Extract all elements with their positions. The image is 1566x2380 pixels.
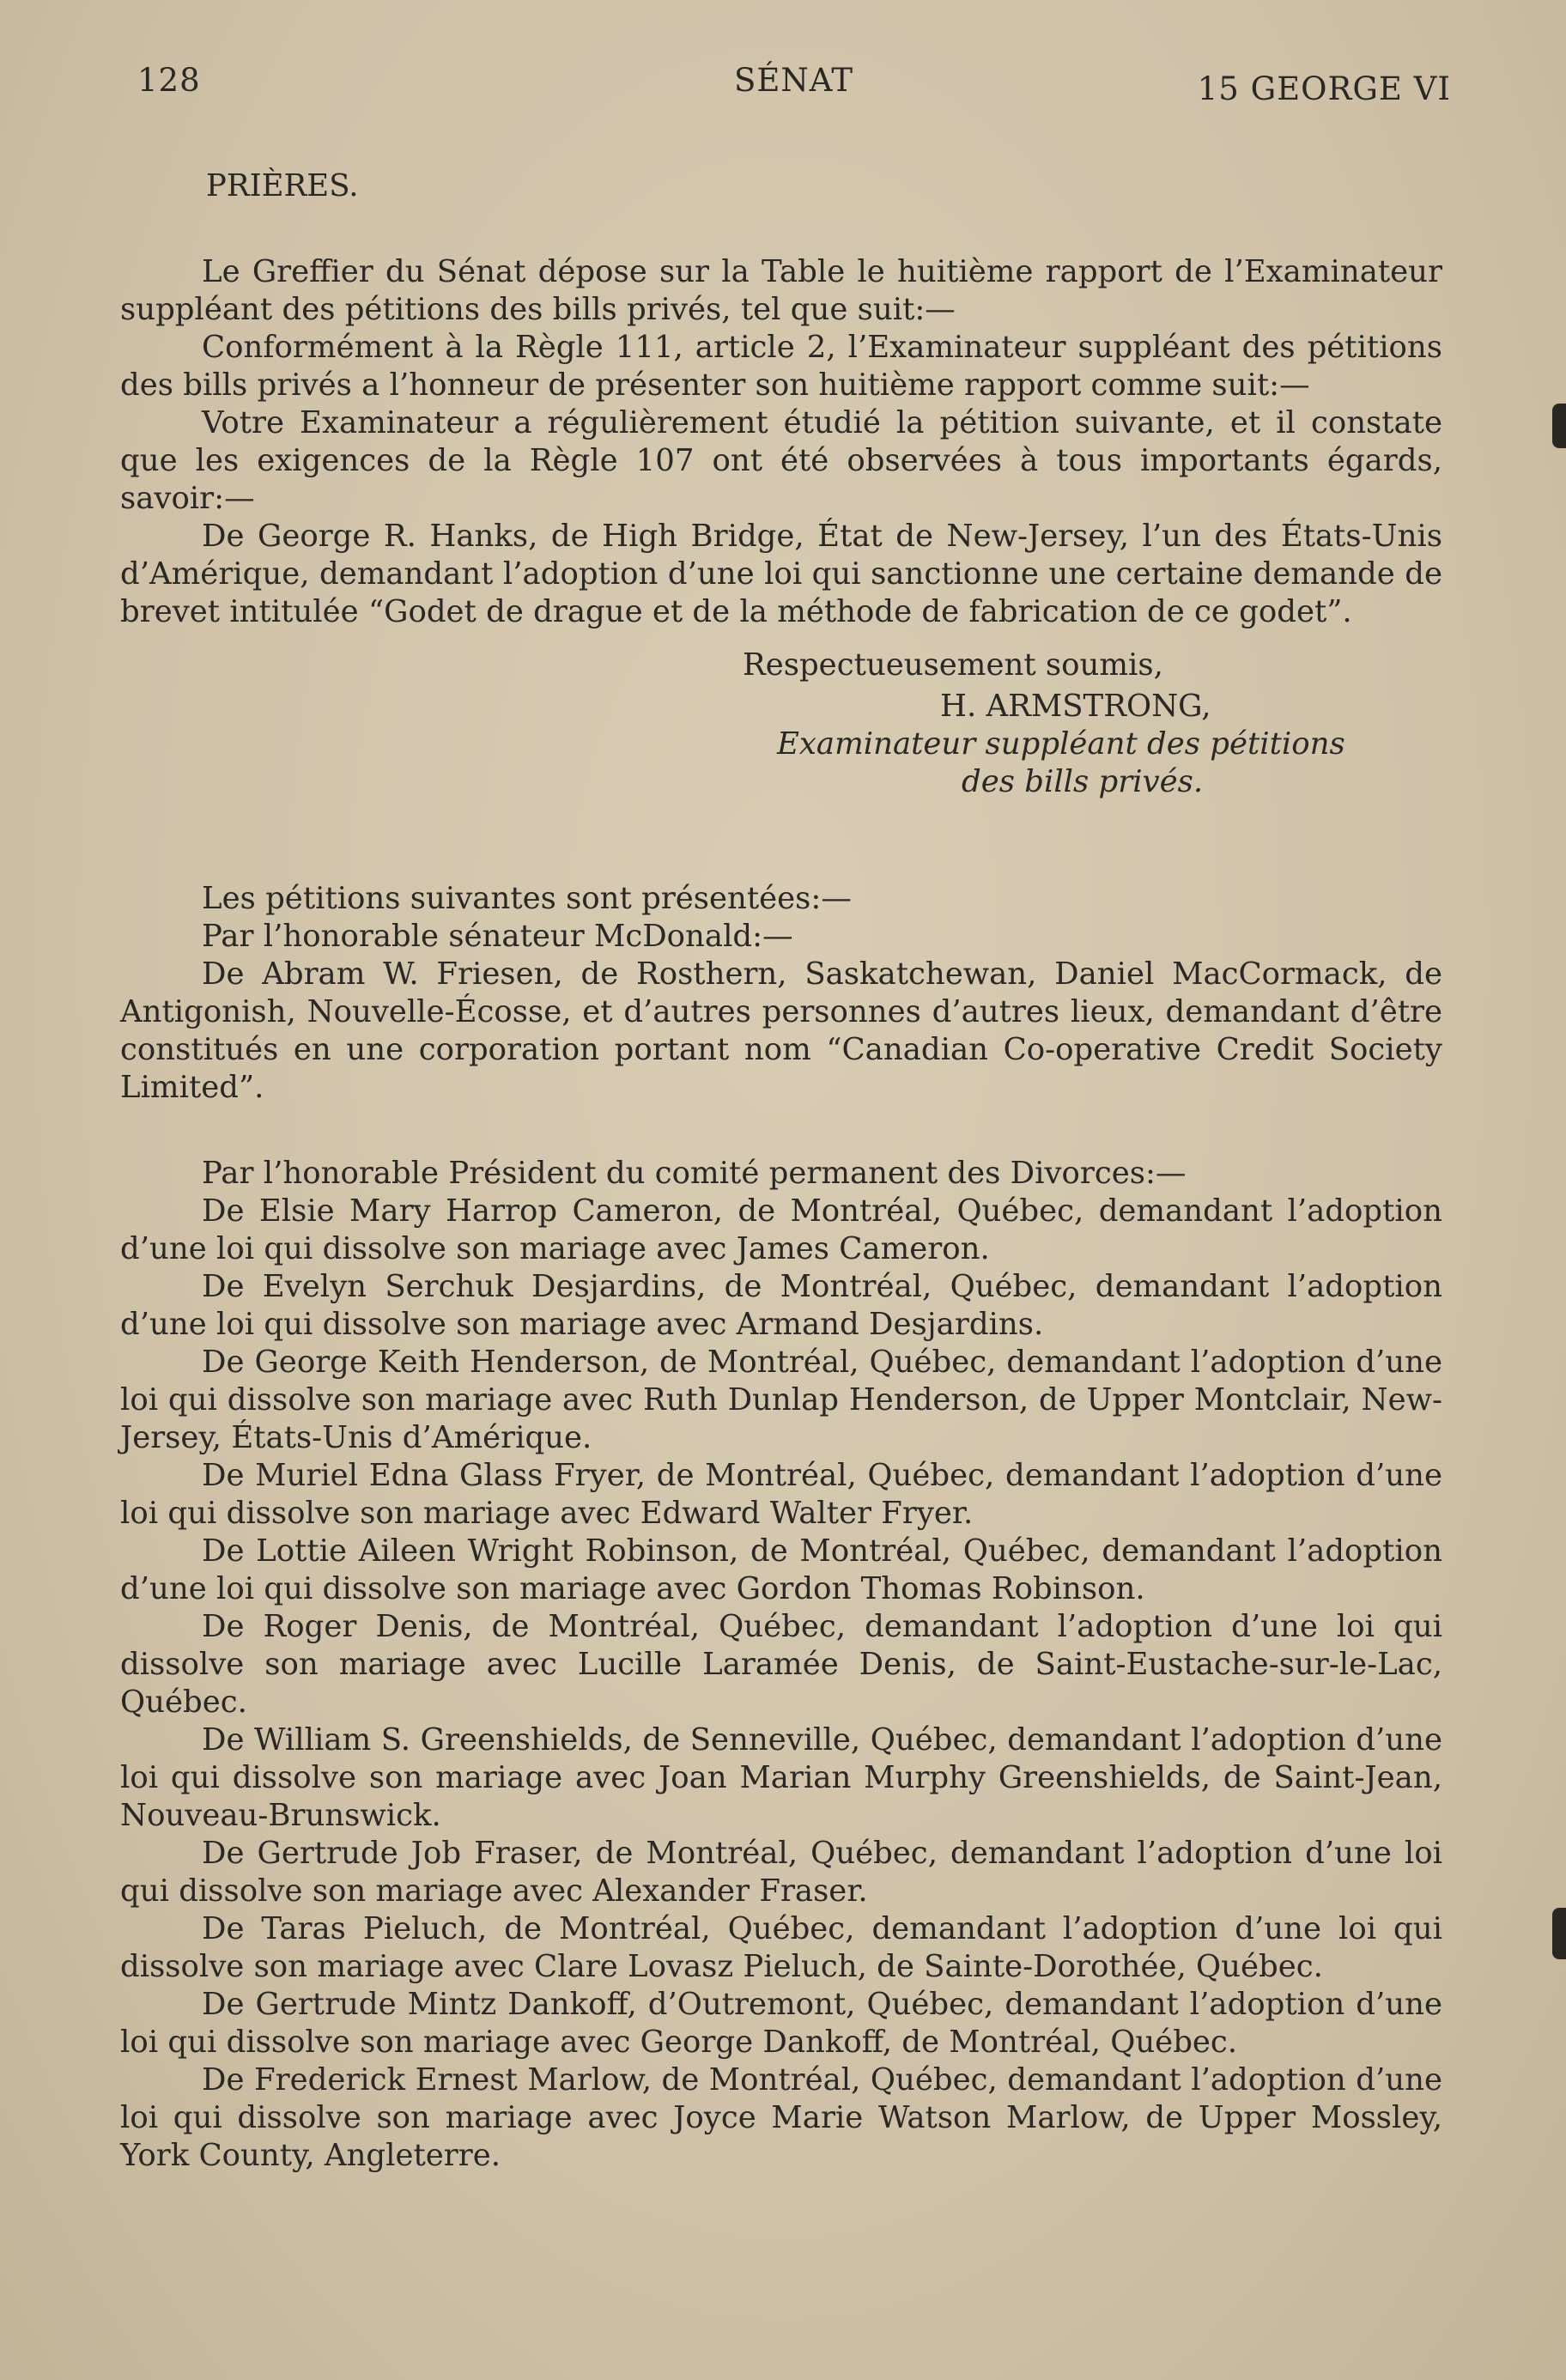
presenter-line: Par l’honorable sénateur McDonald:— xyxy=(202,919,793,954)
report-paragraph: De George R. Hanks, de High Bridge, État de New-Jersey, l’un des États-Unis d’Amérique, demandant l’adoption d’une loi qui sanctionne une certaine demande de brevet intitulée “Godet de drague et de la méthode de fabrication de ce godet”. xyxy=(120,519,1442,629)
page-number: 128 xyxy=(137,62,201,99)
petition-item: De Elsie Mary Harrop Cameron, de Montréal, Québec, demandant l’adoption d’une loi qui dissolve son mariage avec James Cameron. xyxy=(120,1193,1442,1266)
chamber-title: SÉNAT xyxy=(734,62,854,99)
signatory-title: Examinateur suppléant des pétitions xyxy=(777,726,1345,762)
petition-item: De Evelyn Serchuk Desjardins, de Montréal, Québec, demandant l’adoption d’une loi qui dissolve son mariage avec Armand Desjardins. xyxy=(120,1269,1442,1342)
binding-mark-icon xyxy=(1552,404,1566,448)
report-intro: Le Greffier du Sénat dépose sur la Table le huitième rapport de l’Examinateur suppléant des pétitions des bills privés, tel que suit:— xyxy=(120,254,1442,327)
section-heading: PRIÈRES. xyxy=(206,168,359,203)
closing-line: Respectueusement soumis, xyxy=(743,647,1163,683)
page-body xyxy=(120,167,1442,2175)
report-paragraph: Votre Examinateur a régulièrement étudié la pétition suivante, et il constate que les exigences de la Règle 107 ont été observées à tous importants égards, savoir:— xyxy=(120,405,1442,516)
page-header xyxy=(137,62,1451,113)
report-paragraph: Conformément à la Règle 111, article 2, l’Examinateur suppléant des pétitions des bills privés a l’honneur de présenter son huitième rapport comme suit:— xyxy=(120,330,1442,403)
petition-item: De William S. Greenshields, de Senneville, Québec, demandant l’adoption d’une loi qui dissolve son mariage avec Joan Marian Murphy Greenshields, de Saint-Jean, Nouveau-Brunswick. xyxy=(120,1722,1442,1833)
petition-item: De Muriel Edna Glass Fryer, de Montréal, Québec, demandant l’adoption d’une loi qui dissolve son mariage avec Edward Walter Fryer. xyxy=(120,1458,1442,1531)
signatory-name: H. ARMSTRONG, xyxy=(940,689,1211,724)
binding-mark-icon xyxy=(1552,1908,1566,1959)
petition-item: De Frederick Ernest Marlow, de Montréal, Québec, demandant l’adoption d’une loi qui dissolve son mariage avec Joyce Marie Watson Marlow, de Upper Mossley, York County, Angleterre. xyxy=(120,2062,1442,2173)
petition-item: De Lottie Aileen Wright Robinson, de Montréal, Québec, demandant l’adoption d’une loi qui dissolve son mariage avec Gordon Thomas Robinson. xyxy=(120,1533,1442,1606)
signatory-title: des bills privés. xyxy=(962,764,1204,799)
petition-item: De Roger Denis, de Montréal, Québec, demandant l’adoption d’une loi qui dissolve son mariage avec Lucille Laramée Denis, de Saint-Eustache-sur-le-Lac, Québec. xyxy=(120,1609,1442,1720)
petition-item: De Gertrude Job Fraser, de Montréal, Québec, demandant l’adoption d’une loi qui dissolve son mariage avec Alexander Fraser. xyxy=(120,1836,1442,1909)
regnal-year: 15 GEORGE VI xyxy=(1197,70,1451,107)
petitions-intro: Les pétitions suivantes sont présentées:— xyxy=(202,881,852,916)
petition-item: De Taras Pieluch, de Montréal, Québec, demandant l’adoption d’une loi qui dissolve son mariage avec Clare Lovasz Pieluch, de Sainte-Dorothée, Québec. xyxy=(120,1911,1442,1984)
petition-item: De Abram W. Friesen, de Rosthern, Saskatchewan, Daniel MacCormack, de Antigonish, Nouvelle-Écosse, et d’autres personnes d’autres lieux, demandant d’être constitués en une corporation portant nom “Canadian Co-operative Credit Society Limited”. xyxy=(120,956,1442,1105)
signature-block xyxy=(120,647,1442,801)
presenter-line: Par l’honorable Président du comité permanent des Divorces:— xyxy=(202,1156,1187,1191)
petition-item: De George Keith Henderson, de Montréal, Québec, demandant l’adoption d’une loi qui dissolve son mariage avec Ruth Dunlap Henderson, de Upper Montclair, New-Jersey, États-Unis d’Amérique. xyxy=(120,1345,1442,1455)
petition-item: De Gertrude Mintz Dankoff, d’Outremont, Québec, demandant l’adoption d’une loi qui dissolve son mariage avec George Dankoff, de Montréal, Québec. xyxy=(120,1987,1442,2060)
